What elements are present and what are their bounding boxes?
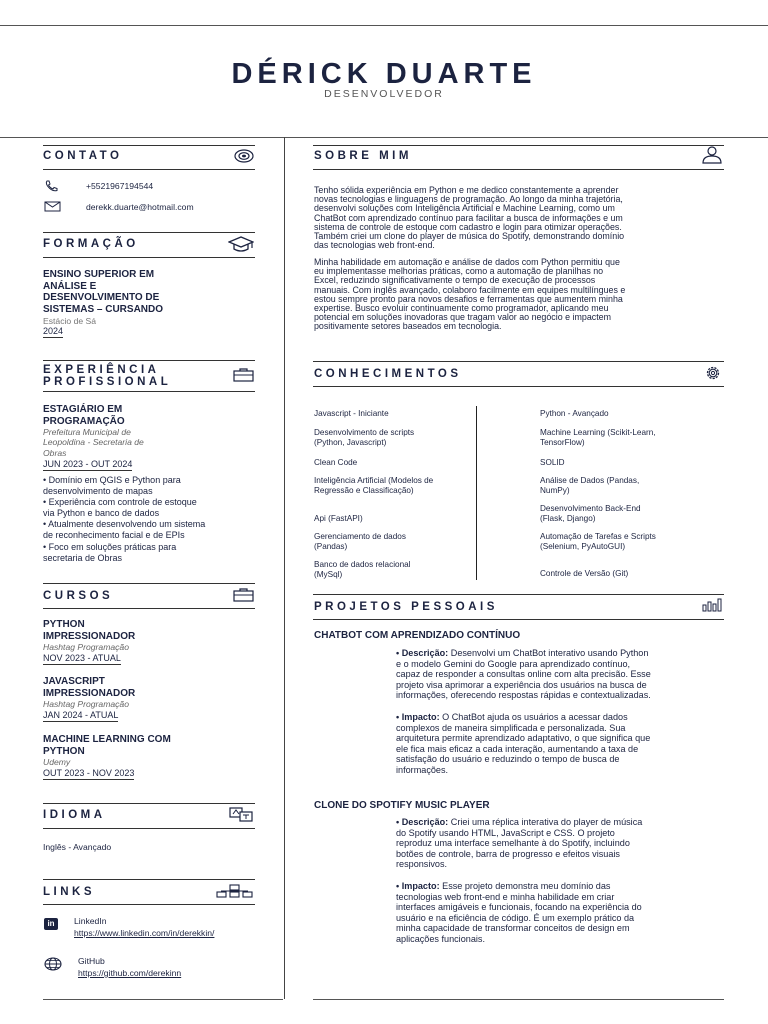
section-rule [313, 169, 724, 170]
resume-name: DÉRICK DUARTE [231, 58, 537, 90]
skill-item: Automação de Tarefas e Scripts (Selenium, PyAutoGUI) [540, 532, 656, 551]
project-title: CHATBOT COM APRENDIZADO CONTÍNUO [314, 630, 521, 641]
skill-item: Desenvolvimento Back-End (Flask, Django) [540, 504, 641, 523]
section-rule [313, 594, 724, 595]
section-rule [43, 257, 255, 258]
section-rule [43, 803, 255, 804]
section-rule [43, 879, 255, 880]
section-rule [43, 145, 255, 146]
experiencia-title: EXPERIÊNCIA PROFISSIONAL [43, 364, 172, 388]
course-name: JAVASCRIPT IMPRESSIONADOR [43, 676, 136, 699]
course-org: Udemy [43, 757, 71, 767]
sobre-title: SOBRE MIM [314, 150, 412, 162]
job-organization: Prefeitura Municipal de Leopoldina - Secretaria de Obras [43, 427, 144, 458]
skill-item: Controle de Versão (Git) [540, 569, 629, 578]
section-rule [313, 145, 724, 146]
envelope-icon [44, 201, 61, 212]
skill-item: Javascript - Iniciante [314, 409, 389, 418]
translate-icon [229, 807, 254, 822]
header-divider [0, 137, 768, 138]
phone-number[interactable]: +5521967194544 [86, 181, 154, 191]
skill-item: Python - Avançado [540, 409, 609, 418]
skill-item: Banco de dados relacional (MySql) [314, 560, 411, 579]
language-level: Inglês - Avançado [43, 842, 112, 852]
course-period: OUT 2023 - NOV 2023 [43, 768, 135, 778]
projetos-title: PROJETOS PESSOAIS [314, 601, 498, 613]
section-rule [43, 608, 255, 609]
course-period: NOV 2023 - ATUAL [43, 653, 121, 663]
column-divider [284, 137, 285, 999]
school-name: Estácio de Sá [43, 316, 97, 326]
about-paragraph-1: Tenho sólida experiência em Python e me dedico constantemente a aprender novas tecnologias e linguagens de programação. Ao longo da minha trajetória, desenvolvi soluções com Inteligência Artificial e Machine Learning, como um ChatBot com aprendizado contínuo para facilitar a busca de informações e um sistema de controle de estoque com cadastro e login para otimizar operações. Também criei um clone do player de música do Spotify, demonstrando domínio das tecnologias web front-end. [314, 185, 625, 251]
top-border [0, 25, 768, 26]
github-link[interactable]: https://github.com/derekinn [78, 968, 182, 978]
bar-chart-icon [702, 598, 724, 612]
course-name: MACHINE LEARNING COM PYTHON [43, 734, 171, 757]
section-rule [43, 232, 255, 233]
graduation-cap-icon [228, 236, 254, 254]
skill-item: Gerenciamento de dados (Pandas) [314, 532, 406, 551]
skill-item: Clean Code [314, 458, 358, 467]
linkedin-label: LinkedIn [74, 916, 107, 926]
network-icon [215, 884, 254, 898]
cursos-title: CURSOS [43, 590, 114, 602]
skill-item: SOLID [540, 458, 565, 467]
at-sign-icon [234, 149, 254, 163]
section-rule [313, 386, 724, 387]
section-rule [43, 391, 255, 392]
skill-item: Machine Learning (Scikit-Learn, TensorFlow) [540, 428, 656, 447]
project-impact: • Impacto: Esse projeto demonstra meu domínio das tecnologias web front-end e minha habilidade em criar interfaces amigáveis e funcionais, focando na experiência do usuário e na eficiência de código. É um exemplo prático da minha capacidade de transformar conceitos de design em aplicações funcionais. [396, 881, 642, 944]
gear-icon [703, 364, 723, 382]
section-rule [43, 583, 255, 584]
resume-role: DESENVOLVEDOR [324, 88, 444, 100]
project-description: • Descrição: Criei uma réplica interativa do player de música do Spotify usando HTML, JavaScript e CSS. O projeto reproduz uma interface semelhante à do Spotify, incluindo botões de controle, barra de progresso e efeitos visuais responsivos. [396, 817, 643, 869]
course-name: PYTHON IMPRESSIONADOR [43, 619, 136, 642]
skill-item: Análise de Dados (Pandas, NumPy) [540, 476, 640, 495]
job-period: JUN 2023 - OUT 2024 [43, 459, 133, 469]
degree-year: 2024 [43, 326, 64, 336]
skill-item: Inteligência Artificial (Modelos de Regressão e Classificação) [314, 476, 434, 495]
section-rule [43, 360, 255, 361]
linkedin-icon: in [44, 918, 58, 930]
course-period: JAN 2024 - ATUAL [43, 710, 119, 720]
idioma-title: IDIOMA [43, 809, 106, 821]
section-rule [313, 619, 724, 620]
briefcase-icon [233, 368, 254, 382]
skills-divider [476, 406, 477, 580]
formacao-title: FORMAÇÃO [43, 238, 139, 250]
job-bullets: • Domínio em QGIS e Python para desenvolvimento de mapas • Experiência com controle de estoque via Python e banco de dados • Atualmente desenvolvendo um sistema de reconhecimento facial e de EPIs • Foco em soluções práticas para secretaria de Obras [43, 475, 206, 563]
about-paragraph-2: Minha habilidade em automação e análise de dados com Python permitiu que eu implementasse melhorias práticas, como a automação de planilhas no Excel, reduzindo significativamente o tempo de execução de processos manuais. Com inglês avançado, colaboro facilmente em equipes multilíngues e estou sempre pronto para novos desafios e ferramentas que aumentem minha expertise. Busco evoluir continuamente como programador, aplicando meu potencial em soluções inovadoras que tragam valor ao negócio e impactem positivamente setores baseados em tecnologia. [314, 257, 626, 332]
project-impact: • Impacto: O ChatBot ajuda os usuários a acessar dados complexos de maneira simplificada e personalizada. Sua arquitetura permite aprendizado adaptativo, o que significa que ele fica mais eficaz a cada interação, aumentando a taxa de satisfação do usuário e reduzindo o tempo de busca de informações. [396, 712, 651, 775]
email-address[interactable]: derekk.duarte@hotmail.com [86, 202, 194, 212]
briefcase-icon [233, 588, 254, 602]
phone-icon [44, 180, 60, 192]
linkedin-link[interactable]: https://www.linkedin.com/in/derekkin/ [74, 928, 215, 938]
contato-title: CONTATO [43, 150, 123, 162]
section-rule [43, 169, 255, 170]
github-label: GitHub [78, 956, 105, 966]
job-title: ESTAGIÁRIO EM PROGRAMAÇÃO [43, 404, 125, 427]
bottom-line-right [313, 999, 724, 1000]
user-icon [701, 146, 723, 164]
course-org: Hashtag Programação [43, 699, 129, 709]
section-rule [43, 904, 255, 905]
project-title: CLONE DO SPOTIFY MUSIC PLAYER [314, 800, 490, 811]
project-description: • Descrição: Desenvolvi um ChatBot interativo usando Python e o modelo Gemini do Google para aprendizado contínuo, capaz de responder a consultas online com alta precisão. Esse projeto visa aprimorar a experiência dos usuários na busca de informações, oferecendo respostas rápidas e contextualizadas. [396, 648, 651, 700]
links-title: LINKS [43, 886, 95, 898]
section-rule [43, 828, 255, 829]
conhecimentos-title: CONHECIMENTOS [314, 368, 462, 380]
degree-name: ENSINO SUPERIOR EM ANÁLISE E DESENVOLVIMENTO DE SISTEMAS – CURSANDO [43, 269, 164, 315]
course-org: Hashtag Programação [43, 642, 129, 652]
bottom-line [43, 999, 283, 1000]
skill-item: Desenvolvimento de scripts (Python, Javascript) [314, 428, 415, 447]
globe-icon [44, 957, 62, 971]
skill-item: Api (FastAPI) [314, 514, 363, 523]
section-rule [313, 361, 724, 362]
